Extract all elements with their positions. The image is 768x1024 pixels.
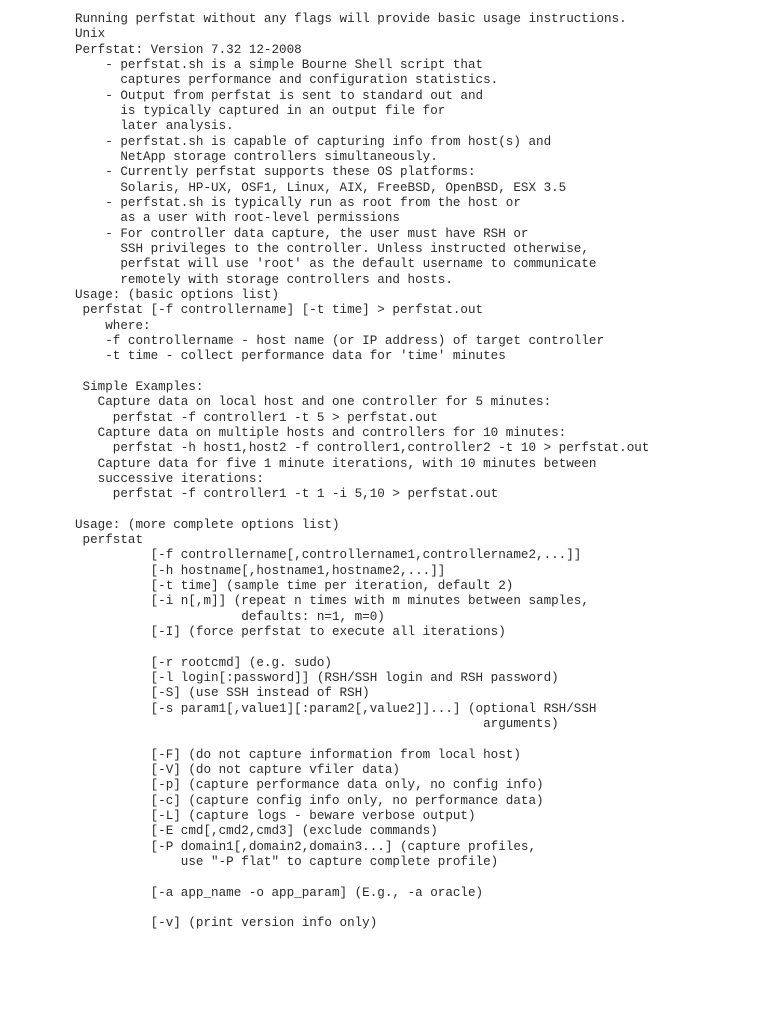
text-line: Solaris, HP-UX, OSF1, Linux, AIX, FreeBSD, OpenBSD, ESX 3.5: [75, 180, 567, 195]
text-line: [-i n[,m]] (repeat n times with m minutes between samples,: [75, 594, 589, 609]
text-line: - For controller data capture, the user must have RSH or: [75, 226, 529, 241]
text-line: [-V] (do not capture vfiler data): [75, 763, 400, 778]
text-line: [-I] (force perfstat to execute all iterations): [75, 625, 506, 640]
text-line: perfstat -h host1,host2 -f controller1,controller2 -t 10 > perfstat.out: [75, 441, 650, 456]
text-line: [-a app_name -o app_param] (E.g., -a oracle): [75, 885, 484, 900]
blank-line: [75, 732, 755, 747]
text-line: [-p] (capture performance data only, no config info): [75, 778, 544, 793]
text-line: remotely with storage controllers and hosts.: [75, 272, 453, 287]
text-line: [-h hostname[,hostname1,hostname2,...]]: [75, 563, 446, 578]
text-line: -f controllername - host name (or IP address) of target controller: [75, 333, 605, 348]
text-line: NetApp storage controllers simultaneously.: [75, 149, 438, 164]
text-line: - perfstat.sh is capable of capturing info from host(s) and: [75, 134, 552, 149]
text-line: Unix: [75, 27, 106, 42]
text-line: perfstat -f controller1 -t 5 > perfstat.out: [75, 410, 438, 425]
text-line: is typically captured in an output file for: [75, 103, 446, 118]
text-line: Capture data for five 1 minute iterations, with 10 minutes between: [75, 456, 597, 471]
text-line: [-l login[:password]] (RSH/SSH login and RSH password): [75, 671, 559, 686]
text-line: Running perfstat without any flags will provide basic usage instructions.: [75, 12, 627, 26]
text-line: as a user with root-level permissions: [75, 211, 400, 226]
text-line: [-P domain1[,domain2,domain3...] (capture profiles,: [75, 839, 537, 854]
text-line: later analysis.: [75, 119, 234, 134]
text-line: Capture data on multiple hosts and controllers for 10 minutes:: [75, 425, 567, 440]
text-line: [-r rootcmd] (e.g. sudo): [75, 655, 332, 670]
blank-line: [75, 365, 755, 380]
text-line: captures performance and configuration statistics.: [75, 73, 499, 88]
text-line: Capture data on local host and one controller for 5 minutes:: [75, 395, 552, 410]
text-line: perfstat will use 'root' as the default username to communicate: [75, 257, 597, 272]
text-line: arguments): [75, 717, 559, 732]
text-line: [-F] (do not capture information from local host): [75, 747, 521, 762]
text-line: where:: [75, 318, 151, 333]
text-line: - Output from perfstat is sent to standard out and: [75, 88, 484, 103]
text-line: [-v] (print version info only): [75, 916, 378, 931]
text-line: [-S] (use SSH instead of RSH): [75, 686, 370, 701]
text-line: [-E cmd[,cmd2,cmd3] (exclude commands): [75, 824, 438, 839]
text-line: -t time - collect performance data for 'time' minutes: [75, 349, 506, 364]
text-line: [-L] (capture logs - beware verbose output): [75, 809, 476, 824]
text-line: Usage: (basic options list): [75, 287, 280, 302]
text-line: - perfstat.sh is typically run as root from the host or: [75, 195, 521, 210]
text-line: [-c] (capture config info only, no performance data): [75, 793, 544, 808]
text-line: use "-P flat" to capture complete profile): [75, 855, 499, 870]
document-body: [75, 12, 755, 932]
text-line: successive iterations:: [75, 471, 264, 486]
text-line: [-s param1[,value1][:param2[,value2]]...] (optional RSH/SSH: [75, 701, 597, 716]
text-line: perfstat -f controller1 -t 1 -i 5,10 > perfstat.out: [75, 487, 499, 502]
blank-line: [75, 870, 755, 885]
text-line: - perfstat.sh is a simple Bourne Shell script that: [75, 57, 484, 72]
text-line: [-t time] (sample time per iteration, default 2): [75, 579, 514, 594]
text-line: Usage: (more complete options list): [75, 517, 340, 532]
text-line: SSH privileges to the controller. Unless instructed otherwise,: [75, 241, 589, 256]
text-line: Perfstat: Version 7.32 12-2008: [75, 42, 302, 57]
text-line: Simple Examples:: [75, 379, 204, 394]
blank-line: [75, 503, 755, 518]
text-line: [-f controllername[,controllername1,controllername2,...]]: [75, 548, 582, 563]
blank-line: [75, 901, 755, 916]
blank-line: [75, 640, 755, 655]
text-line: perfstat: [75, 533, 144, 548]
text-line: perfstat [-f controllername] [-t time] > perfstat.out: [75, 303, 484, 318]
text-line: defaults: n=1, m=0): [75, 609, 385, 624]
text-line: - Currently perfstat supports these OS platforms:: [75, 165, 476, 180]
